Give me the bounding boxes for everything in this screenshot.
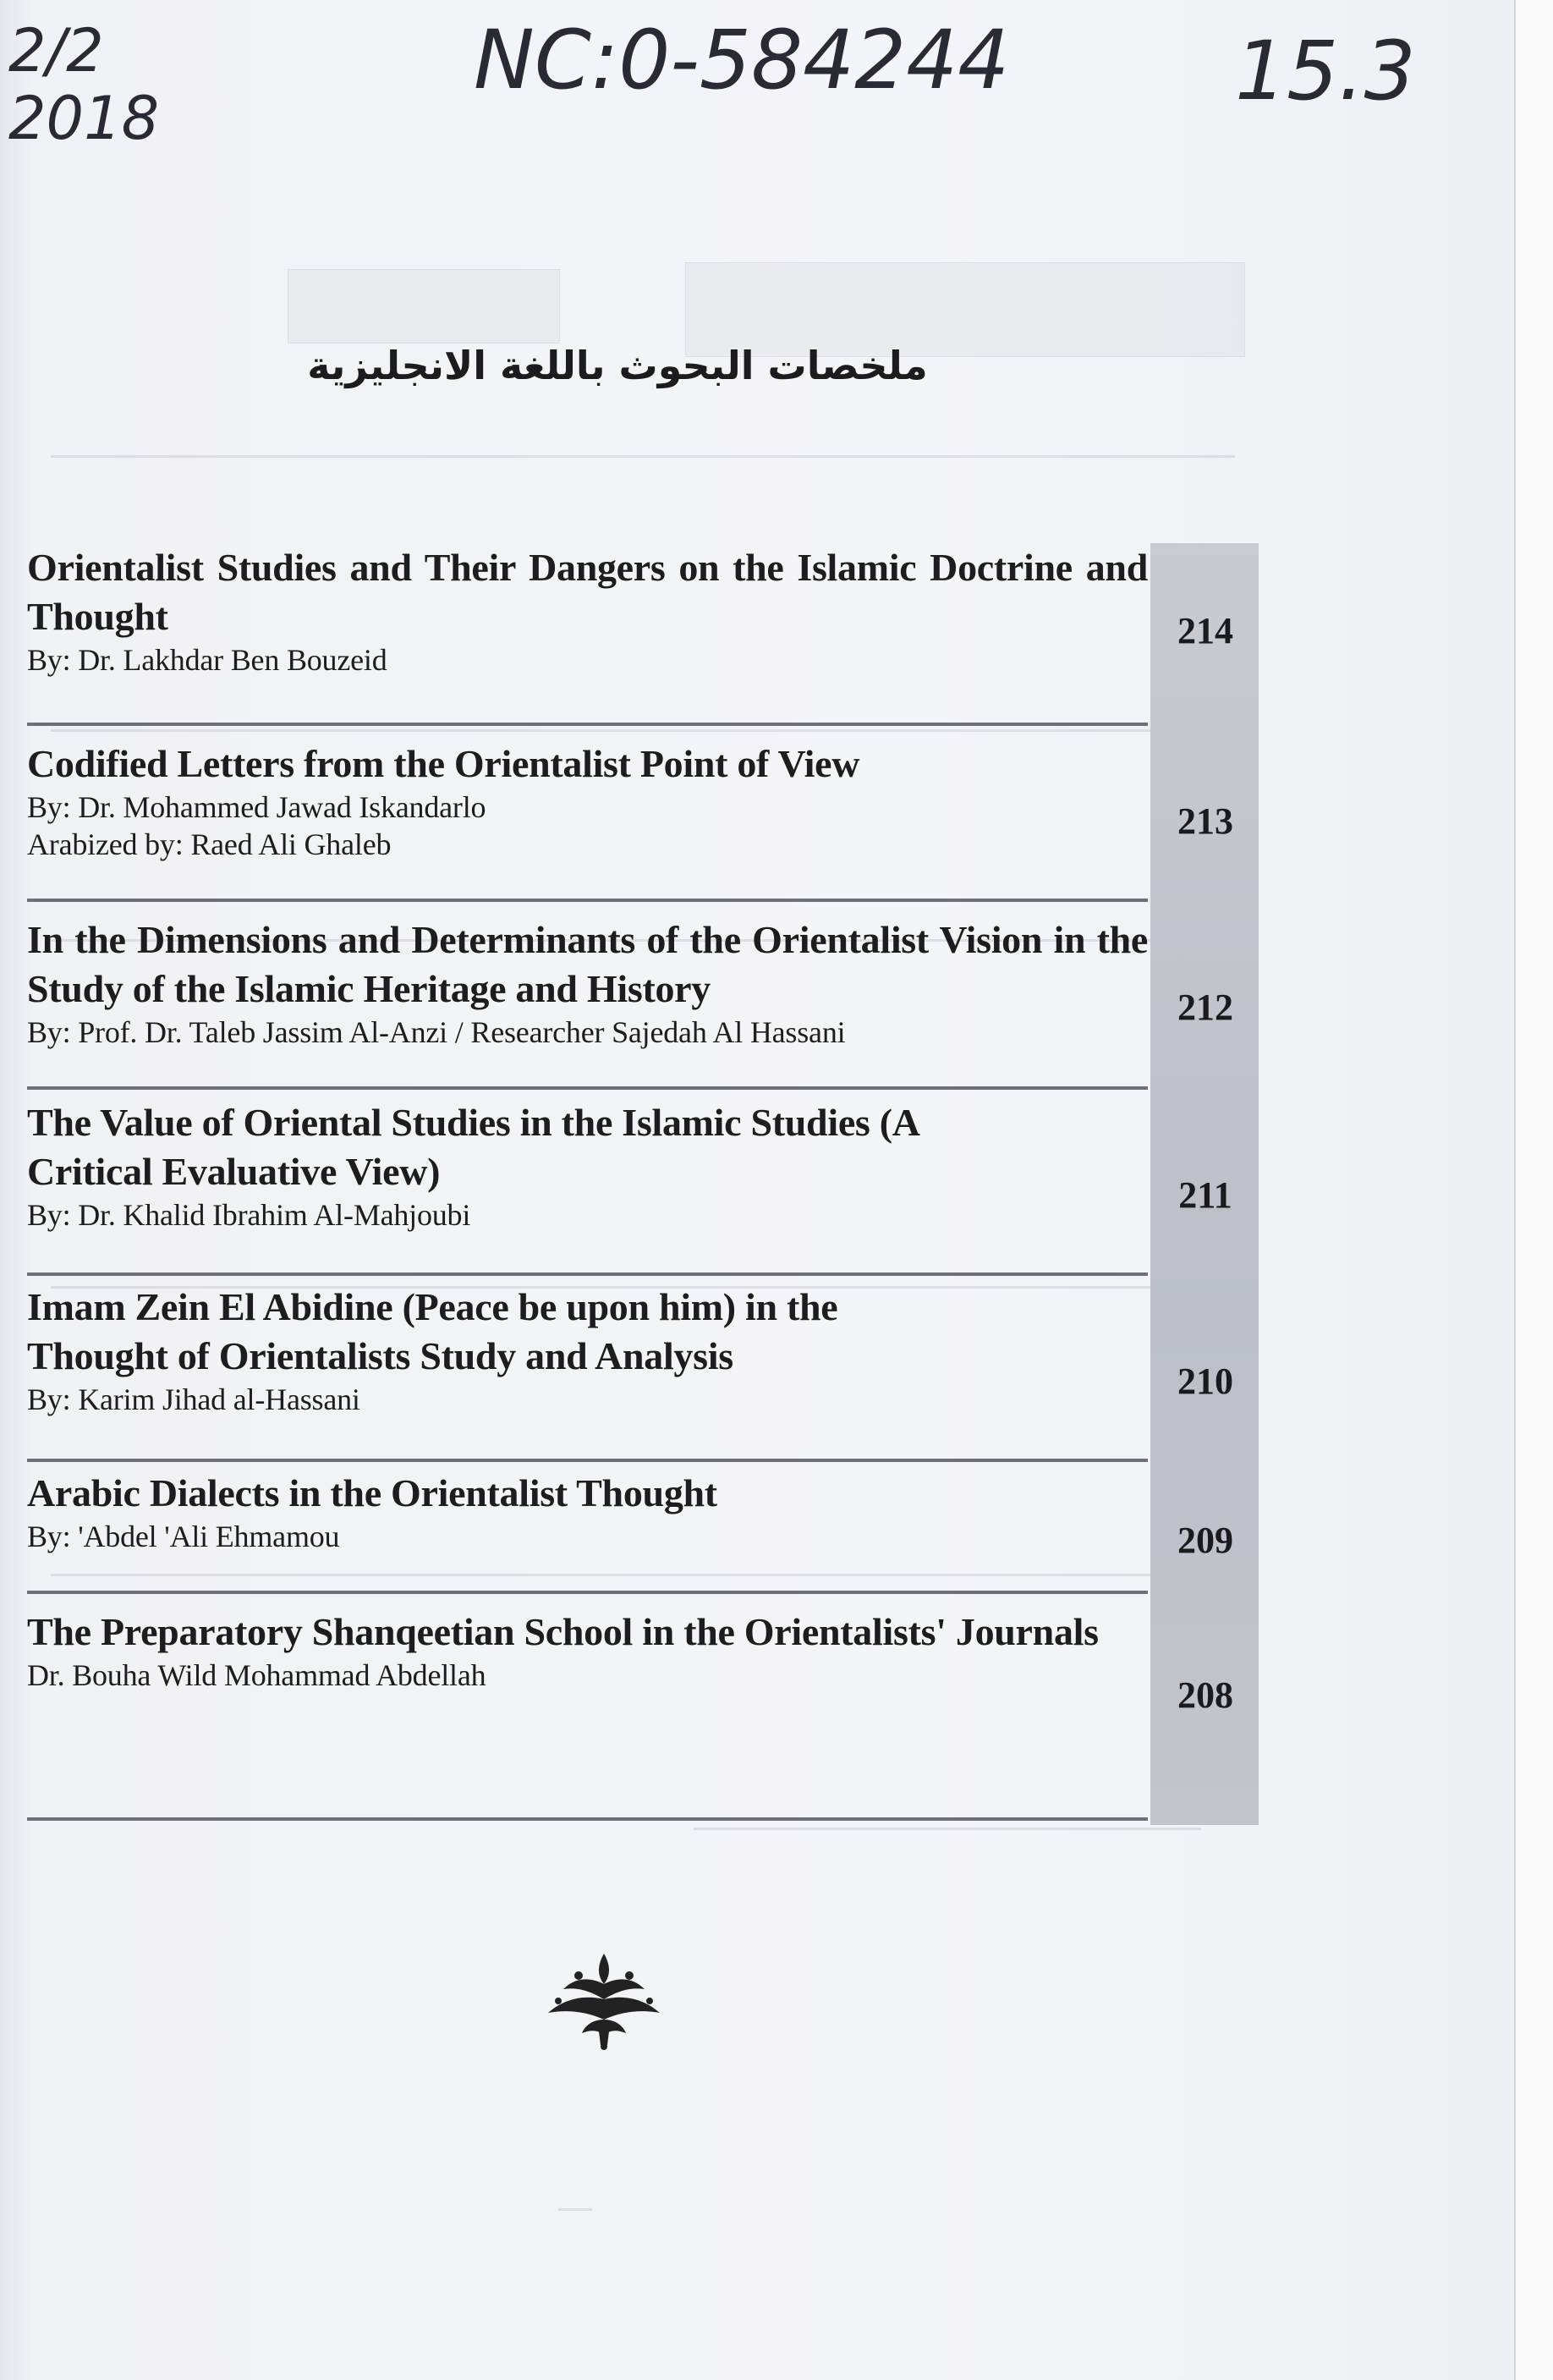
entry-author: By: 'Abdel 'Ali Ehmamou (27, 1520, 340, 1553)
toc-entry[interactable] (27, 907, 1148, 1093)
entry-divider (27, 723, 1148, 726)
entry-divider (27, 1086, 1148, 1090)
handwritten-note-right: 15.3 (1235, 24, 1416, 118)
toc-entry[interactable] (27, 729, 1148, 907)
entry-divider (27, 899, 1148, 902)
table-of-contents (27, 543, 1259, 1811)
page-number: 213 (1177, 800, 1233, 842)
entry-divider (27, 1272, 1148, 1276)
entry-author: By: Karim Jihad al-Hassani (27, 1382, 360, 1416)
page-number: 209 (1177, 1520, 1233, 1561)
bleed-through-box (288, 269, 560, 344)
entry-author: Dr. Bouha Wild Mohammad Abdellah (27, 1658, 486, 1692)
entry-title: Arabic Dialects in the Orientalist Thought (27, 1471, 717, 1514)
entry-title: Imam Zein El Abidine (Peace be upon him) in the Thought of Orientalists Study and Analysis (27, 1285, 838, 1377)
page-edge (1514, 0, 1553, 2380)
toc-entry[interactable] (27, 1278, 1148, 1464)
entry-title: In the Dimensions and Determinants of the Orientalist Vision in the Study of the Islamic Heritage and History (27, 918, 1148, 1010)
toc-entry[interactable] (27, 1093, 1148, 1278)
entry-title: The Value of Oriental Studies in the Islamic Studies (A Critical Evaluative View) (27, 1101, 919, 1193)
toc-entry[interactable] (27, 1599, 1148, 1811)
entry-translator: Arabized by: Raed Ali Ghaleb (27, 827, 392, 861)
page-number: 214 (1177, 610, 1233, 651)
page-heading-arabic: ملخصات البحوث باللغة الانجليزية (307, 343, 928, 388)
toc-entry[interactable] (27, 543, 1148, 729)
entry-author: By: Dr. Lakhdar Ben Bouzeid (27, 643, 387, 677)
entry-author: By: Dr. Khalid Ibrahim Al-Mahjoubi (27, 1198, 471, 1232)
entry-author: By: Dr. Mohammed Jawad Iskandarlo (27, 790, 486, 824)
entry-title: Codified Letters from the Orientalist Point of View (27, 742, 860, 785)
bleed-through-rule (694, 1828, 1201, 1830)
bleed-through-rule (51, 455, 1235, 458)
entry-divider (27, 1591, 1148, 1594)
page-number: 208 (1177, 1674, 1233, 1716)
entry-title: The Preparatory Shanqeetian School in the Orientalists' Journals (27, 1610, 1099, 1653)
toc-entry[interactable] (27, 1464, 1148, 1599)
handwritten-note-left: 2/2 2018 (8, 16, 160, 153)
entry-divider (27, 1459, 1148, 1462)
entry-title: Orientalist Studies and Their Dangers on the Islamic Doctrine and Thought (27, 546, 1148, 638)
floral-ornament-icon (545, 1950, 663, 2050)
entry-author: By: Prof. Dr. Taleb Jassim Al-Anzi / Researcher Sajedah Al Hassani (27, 1015, 846, 1049)
page-number: 212 (1177, 987, 1233, 1028)
page-number: 210 (1177, 1360, 1233, 1402)
page-number: 211 (1178, 1174, 1232, 1216)
table-bottom-rule (27, 1817, 1148, 1821)
handwritten-call-number: NC:0-584244 (474, 13, 1010, 107)
bleed-through-mark (558, 2208, 592, 2211)
